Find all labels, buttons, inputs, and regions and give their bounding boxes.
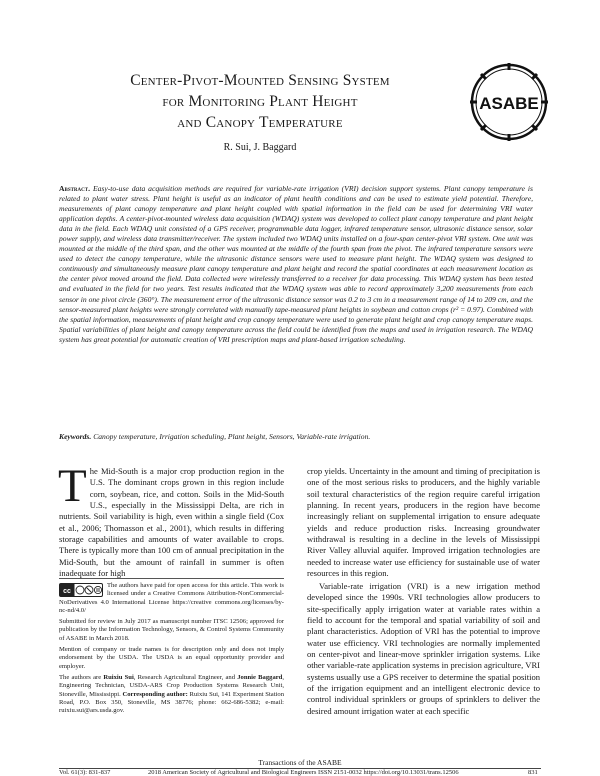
drop-cap: T bbox=[58, 460, 87, 512]
copyright-line: 2018 American Society of Agricultural and Biological Engineers ISSN 2151-0032 https://doi.org/10.13031/trans.12506 bbox=[148, 769, 459, 776]
page-number: 831 bbox=[528, 769, 538, 776]
keywords-label: Keywords. bbox=[59, 432, 92, 441]
journal-name: Transactions of the ASABE bbox=[258, 758, 342, 767]
title-line: Center-Pivot-Mounted Sensing System bbox=[130, 72, 390, 89]
body-paragraph: he Mid-South is a major crop production region in the U.S. The dominant crops grown in this region include corn, soybean, rice, and cotton. Soils in the Mid-South U.S., especially in the Mississippi Delta, are rich in nutrients. Soil variability is high, even within a single field (Cox et al., 2006; Thomasson et al., 2001), which results in differing storage capabilities and amounts of water available to crops. There is typically more than 100 cm of annual precipitation in the Mid-South, but the amount of rainfall in summer is often inadequate for high bbox=[59, 466, 284, 578]
abstract bbox=[59, 184, 533, 345]
creative-commons-icon bbox=[59, 583, 103, 597]
svg-text:cc: cc bbox=[63, 588, 71, 595]
body-column-right bbox=[307, 466, 540, 717]
mention-note: Mention of company or trade names is for description only and does not imply endorsement by the USDA. The USDA is an equal opportunity provider and employer. bbox=[59, 646, 284, 670]
author-name: Jonnie Baggard bbox=[237, 673, 283, 681]
title-line: for Monitoring Plant Height bbox=[162, 93, 358, 110]
author-name: Ruixiu Sui bbox=[103, 673, 134, 681]
body-column-left bbox=[58, 460, 284, 579]
volume-info: Vol. 61(3): 831-837 bbox=[59, 769, 111, 776]
asabe-logo bbox=[469, 62, 549, 142]
corresponding-label: Corresponding author: bbox=[122, 690, 188, 698]
license-text: The authors have paid for open access for this article. This work is licensed under a Creative Commons Attribution-NonCommercial-NoDerivatives 4.0 International License https://creative commons.org/licenses/by-nc-nd/4.0/ bbox=[59, 582, 284, 614]
logo-text: ASABE bbox=[479, 94, 539, 113]
keywords-text: Canopy temperature, Irrigation scheduling, Plant height, Sensors, Variable-rate irrigation. bbox=[93, 432, 371, 441]
footnote-block bbox=[59, 578, 284, 718]
body-paragraph: Variable-rate irrigation (VRI) is a new irrigation method developed since the 1990s. VRI technologies allow producers to site-specifically apply irrigation water at variable rates within a field to account for the temporal and spatial variability of soil and plant characteristics. Adoption of VRI has the potential to improve water use efficiency. VRI technologies are normally implemented on center-pivot and linear-move sprinkler irrigation systems. Like other variable-rate application systems in precision agriculture, VRI systems usually use a GPS receiver to determine the spatial position of the irrigation equipment and an intelligent electronic device to control individual sprinklers or groups of sprinklers to deliver the desired amount irrigation water at each specific bbox=[307, 581, 540, 716]
abstract-text: Easy-to-use data acquisition methods are required for variable-rate irrigation (VRI) decision support systems. Plant canopy temperature is related to plant water stress. Plant height is useful as an indicator of plant health conditions and can be used to estimate yield potential. Therefore, measurements of plant canopy temperature and plant height coupled with spatial information in the field can be used for determining VRI water application depths. A center-pivot-mounted wireless data acquisition (WDAQ) system was developed to collect plant canopy temperature and plant height data in the field. Each WDAQ unit consisted of a GPS receiver, programmable data logger, infrared temperature sensor, ultrasonic distance sensor, solar power supply, and wireless data transmitter/receiver. The system included two WDAQ units installed on a four-span center-pivot VRI system. One unit was mounted at the middle of the third span, and the other was mounted at the middle of the fourth span from the pivot. The infrared temperature sensors were used to detect the canopy temperature, while the ultrasonic distance sensors were used to measure plant height. The WDAQ system was designed to continuously and simultaneously measure plant canopy temperature and plant height and record the spatial coordinates at each measurement location as the center pivot moved around the field. Data collected were wirelessly transferred to a receiver for data processing. This WDAQ system has been tested and evaluated in the field for two years. Test results indicated that the WDAQ system was able to record approximately 3,200 measurements from each sensor in one pivot circle (360°). The measurement error of the ultrasonic distance sensor was 0.2 to 3 cm in a measurement range of 14 to 209 cm, and the sensor-measured plant heights were strongly correlated with manually tape-measured plant heights in soybean and cotton crops (r² = 0.97). Combined with the spatial information, measurements of plant height and crop canopy temperature were used to generate plant height and crop canopy temperature maps. Spatial variabilities of plant height and canopy temperature across the field could be identified from the maps and used in irrigation research. The WDAQ system has great potential for automatic creation of VRI prescription maps and plant-based irrigation scheduling. bbox=[59, 184, 533, 344]
authors: R. Sui, J. Baggard bbox=[223, 142, 297, 153]
paper-title bbox=[95, 70, 425, 133]
submitted-note: Submitted for review in July 2017 as manuscript number ITSC 12506; approved for publication by the Information Technology, Sensors, & Control Systems Community of ASABE in March 2018. bbox=[59, 618, 284, 642]
author-affiliation: The authors are Ruixiu Sui, Research Agricultural Engineer, and Jonnie Baggard, Engineering Technician, USDA-ARS Crop Production Systems Research Unit, Stoneville, Mississippi. Corresponding author: Ruixiu Sui, 141 Experiment Station Road, P.O. Box 350, Stoneville, MS 38776; phone: 662-686-5382; e-mail: ruixiu.sui@ars.usda.gov. bbox=[59, 673, 284, 715]
body-paragraph: crop yields. Uncertainty in the amount and timing of precipitation is one of the most serious risks to producers, and the highly variable soil textural characteristics of the region require careful irrigation planning. In recent years, producers in the region have become increasingly reliant on supplemental irrigation to ensure adequate yields and reduce production risks. Increasing groundwater withdrawal is resulting in a decline in the levels of Mississippi River Valley alluvial aquifer. Improved irrigation technologies are needed to increase water use efficiency for sustainable use of water resources in this region. bbox=[307, 466, 540, 578]
abstract-label: Abstract. bbox=[59, 184, 91, 193]
keywords bbox=[59, 432, 533, 442]
title-line: and Canopy Temperature bbox=[177, 114, 343, 131]
